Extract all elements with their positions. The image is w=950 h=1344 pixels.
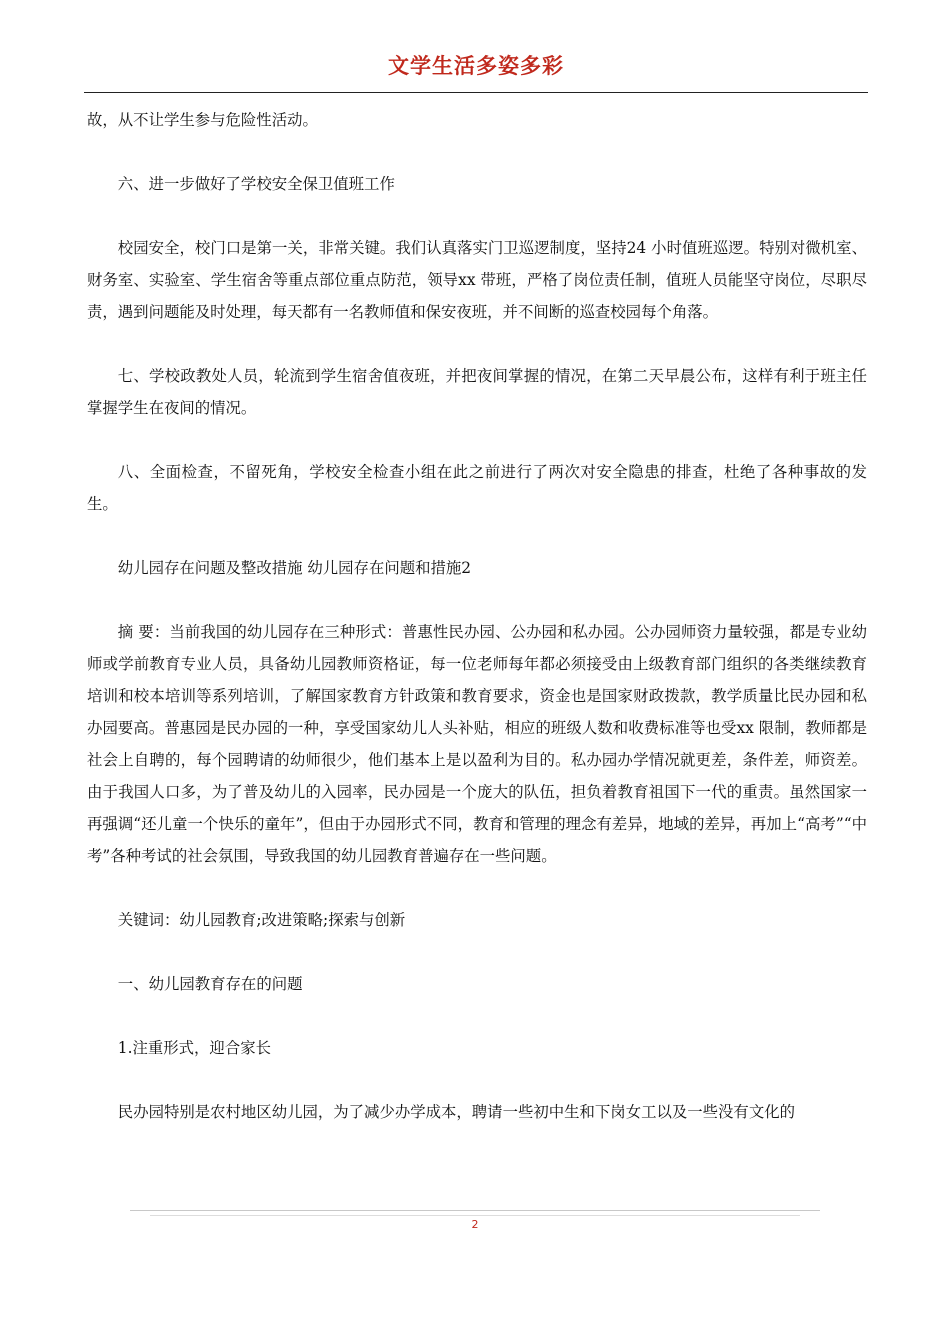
subsection-heading-1: 1.注重形式，迎合家长 — [117, 1039, 271, 1057]
paragraph-item-seven: 七、学校政教处人员，轮流到学生宿舍值夜班，并把夜间掌握的情况，在第二天早晨公布，这样有利于班主任掌握学生在夜间的情况。 — [87, 367, 867, 417]
section-heading-six: 六、进一步做好了学校安全保卫值班工作 — [117, 175, 395, 193]
article-title: 幼儿园存在问题及整改措施 幼儿园存在问题和措施2 — [117, 559, 472, 577]
document-body — [87, 104, 867, 1128]
paragraph-campus-security: 校园安全，校门口是第一关，非常关键。我们认真落实门卫巡逻制度，坚持24 小时值班巡逻。特别对微机室、财务室、实验室、学生宿舍等重点部位重点防范，领导xx 带班，严格了岗位责任制，值班人员能坚守岗位，尽职尽责，遇到问题能及时处理，每天都有一名教师值和保安夜班，并不间断的巡查校园每个角落。 — [87, 239, 867, 321]
paragraph-item-eight: 八、全面检查，不留死角，学校安全检查小组在此之前进行了两次对安全隐患的排查，杜绝了各种事故的发生。 — [87, 463, 867, 513]
paragraph-continuation: 故，从不让学生参与危险性活动。 — [87, 111, 318, 129]
page-header — [84, 48, 868, 93]
footer-divider-shadow — [150, 1215, 800, 1216]
page-header-title: 文学生活多姿多彩 — [388, 54, 564, 78]
footer-divider — [130, 1210, 820, 1211]
page-number: 2 — [471, 1218, 479, 1231]
paragraph-abstract: 摘 要：当前我国的幼儿园存在三种形式：普惠性民办园、公办园和私办园。公办园师资力量较强，都是专业幼师或学前教育专业人员，具备幼儿园教师资格证，每一位老师每年都必须接受由上级教育部门组织的各类继续教育培训和校本培训等系列培训，了解国家教育方针政策和教育要求，资金也是国家财政拨款，教学质量比民办园和私办园要高。普惠园是民办园的一种，享受国家幼儿人头补贴，相应的班级人数和收费标准等也受xx 限制，教师都是社会上自聘的，每个园聘请的幼师很少，他们基本上是以盈利为目的。私办园办学情况就更差，条件差，师资差。由于我国人口多，为了普及幼儿的入园率，民办园是一个庞大的队伍，担负着教育祖国下一代的重责。虽然国家一再强调“还儿童一个快乐的童年”，但由于办园形式不同，教育和管理的理念有差异，地域的差异，再加上“高考”“中考”各种考试的社会氛围，导致我国的幼儿园教育普遍存在一些问题。 — [87, 623, 867, 865]
paragraph-private-kindergarten: 民办园特别是农村地区幼儿园，为了减少办学成本，聘请一些初中生和下岗女工以及一些没有文化的 — [117, 1103, 795, 1121]
paragraph-keywords: 关键词：幼儿园教育;改进策略;探索与创新 — [117, 911, 406, 929]
section-heading-one: 一、幼儿园教育存在的问题 — [117, 975, 303, 993]
